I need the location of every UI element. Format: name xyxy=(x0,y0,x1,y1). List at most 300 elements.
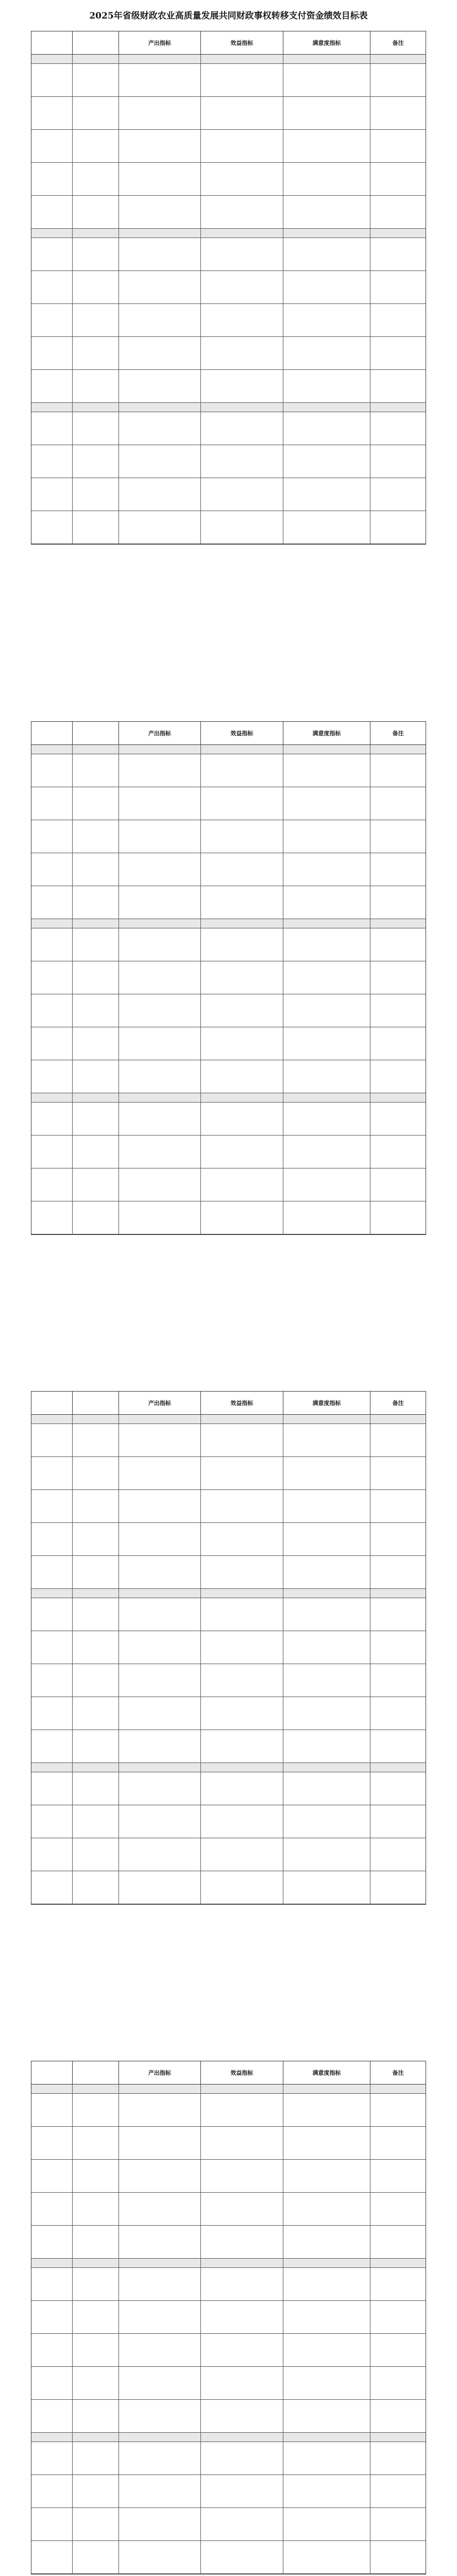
region-cell xyxy=(31,238,73,270)
benefit-cell xyxy=(201,445,283,478)
note-cell xyxy=(370,412,426,445)
region-cell xyxy=(31,1523,73,1555)
table-page-3 xyxy=(31,1391,426,1905)
output-cell xyxy=(119,2160,201,2192)
header-cell: 备注 xyxy=(392,730,404,737)
table-row xyxy=(31,2334,426,2367)
region-cell xyxy=(31,886,73,919)
region-cell xyxy=(31,97,73,129)
benefit-cell xyxy=(201,238,283,270)
benefit-cell xyxy=(201,370,283,402)
region-cell xyxy=(31,754,73,787)
region-cell xyxy=(31,2127,73,2159)
benefit-cell xyxy=(201,1060,283,1093)
satisfaction-cell xyxy=(283,1136,371,1168)
header-cell: 满意度指标 xyxy=(283,1392,371,1414)
group-row xyxy=(31,919,426,928)
table-row xyxy=(31,1664,426,1697)
output-cell xyxy=(119,1730,201,1762)
region-cell xyxy=(31,478,73,511)
output-cell xyxy=(119,2127,201,2159)
item-cell xyxy=(73,97,119,129)
benefit-cell xyxy=(201,1201,283,1234)
table-row xyxy=(31,1772,426,1805)
table-row xyxy=(31,2541,426,2574)
benefit-cell xyxy=(201,853,283,886)
note-cell xyxy=(370,271,426,303)
group-row xyxy=(31,403,426,412)
satisfaction-cell xyxy=(283,1631,371,1664)
item-cell xyxy=(73,1871,119,1904)
output-cell xyxy=(119,238,201,270)
region-cell xyxy=(31,1871,73,1904)
region-cell xyxy=(31,745,73,754)
output-cell xyxy=(119,2475,201,2507)
region-cell xyxy=(31,1589,73,1598)
item-cell xyxy=(73,2475,119,2507)
note-cell xyxy=(370,2226,426,2258)
table-row xyxy=(31,1805,426,1838)
table-row xyxy=(31,2193,426,2226)
benefit-cell xyxy=(201,1136,283,1168)
note-cell xyxy=(370,2193,426,2225)
header-cell: 产出指标 xyxy=(119,31,201,54)
region-cell xyxy=(31,1060,73,1093)
satisfaction-cell xyxy=(283,412,371,445)
item-cell xyxy=(73,820,119,853)
region-cell xyxy=(31,2301,73,2333)
output-cell xyxy=(119,304,201,336)
group-row xyxy=(31,2084,426,2094)
table-row xyxy=(31,820,426,853)
note-cell xyxy=(370,994,426,1027)
note-cell xyxy=(370,2442,426,2475)
header-cell xyxy=(73,722,119,744)
table-row xyxy=(31,1523,426,1556)
satisfaction-cell xyxy=(283,994,371,1027)
table-page-2 xyxy=(31,721,426,1235)
table-row xyxy=(31,511,426,544)
note-cell xyxy=(370,853,426,886)
item-cell xyxy=(73,412,119,445)
table-row xyxy=(31,2160,426,2193)
item-cell xyxy=(73,1730,119,1762)
benefit-cell xyxy=(201,2400,283,2432)
output-cell xyxy=(119,1201,201,1234)
item-cell xyxy=(73,64,119,96)
region-cell xyxy=(31,820,73,853)
page-title: 2025年省级财政农业高质量发展共同财政事权转移支付资金绩效目标表 xyxy=(89,11,368,21)
table-row xyxy=(31,1136,426,1168)
output-cell xyxy=(119,1490,201,1522)
satisfaction-cell xyxy=(283,2268,371,2300)
note-cell xyxy=(370,337,426,369)
group-row xyxy=(31,1589,426,1598)
header-cell xyxy=(31,1392,73,1414)
output-cell xyxy=(119,2334,201,2366)
group-row xyxy=(31,745,426,754)
item-cell xyxy=(73,1664,119,1697)
region-cell xyxy=(31,1772,73,1805)
benefit-cell xyxy=(201,754,283,787)
note-cell xyxy=(370,478,426,511)
region-cell xyxy=(31,229,73,238)
benefit-cell xyxy=(201,163,283,195)
satisfaction-cell xyxy=(283,1838,371,1871)
table-row xyxy=(31,1168,426,1201)
region-cell xyxy=(31,1424,73,1456)
note-cell xyxy=(370,304,426,336)
output-cell xyxy=(119,130,201,162)
group-row xyxy=(31,229,426,238)
benefit-cell xyxy=(201,2226,283,2258)
header-cell: 满意度指标 xyxy=(283,31,371,54)
benefit-cell xyxy=(201,1838,283,1871)
satisfaction-cell xyxy=(283,2301,371,2333)
satisfaction-cell xyxy=(283,2442,371,2475)
region-cell xyxy=(31,2226,73,2258)
satisfaction-cell xyxy=(283,2094,371,2126)
table-row xyxy=(31,2367,426,2400)
table-row xyxy=(31,754,426,787)
note-cell xyxy=(370,1697,426,1730)
region-cell xyxy=(31,2508,73,2540)
note-cell xyxy=(370,1772,426,1805)
table-row xyxy=(31,304,426,337)
note-cell xyxy=(370,2268,426,2300)
item-cell xyxy=(73,2226,119,2258)
item-cell xyxy=(73,511,119,544)
benefit-cell xyxy=(201,2367,283,2399)
satisfaction-cell xyxy=(283,1490,371,1522)
satisfaction-cell xyxy=(283,2400,371,2432)
satisfaction-cell xyxy=(283,754,371,787)
note-cell xyxy=(370,511,426,544)
output-cell xyxy=(119,1136,201,1168)
item-cell xyxy=(73,1136,119,1168)
note-cell xyxy=(370,1598,426,1631)
header-cell: 效益指标 xyxy=(201,31,283,54)
note-cell xyxy=(370,2541,426,2573)
note-cell xyxy=(370,1424,426,1456)
table-row xyxy=(31,1060,426,1093)
output-cell xyxy=(119,2301,201,2333)
header-cell xyxy=(73,1392,119,1414)
satisfaction-cell xyxy=(283,1772,371,1805)
region-cell xyxy=(31,1838,73,1871)
benefit-cell xyxy=(201,2541,283,2573)
item-cell xyxy=(73,2367,119,2399)
satisfaction-cell xyxy=(283,961,371,994)
satisfaction-cell xyxy=(283,478,371,511)
satisfaction-cell xyxy=(283,271,371,303)
benefit-cell xyxy=(201,130,283,162)
table-row xyxy=(31,271,426,304)
note-cell xyxy=(370,1168,426,1201)
benefit-cell xyxy=(201,886,283,919)
benefit-cell xyxy=(201,2442,283,2475)
output-cell xyxy=(119,1424,201,1456)
benefit-cell xyxy=(201,994,283,1027)
output-cell xyxy=(119,2541,201,2573)
benefit-cell xyxy=(201,196,283,228)
note-cell xyxy=(370,928,426,961)
note-cell xyxy=(370,886,426,919)
satisfaction-cell xyxy=(283,1871,371,1904)
output-cell xyxy=(119,2193,201,2225)
note-cell xyxy=(370,1871,426,1904)
table-row xyxy=(31,1730,426,1763)
satisfaction-cell xyxy=(283,1805,371,1838)
region-cell xyxy=(31,511,73,544)
note-cell xyxy=(370,1201,426,1234)
output-cell xyxy=(119,1457,201,1489)
table-row xyxy=(31,787,426,820)
table-row xyxy=(31,1457,426,1490)
region-cell xyxy=(31,403,73,412)
region-cell xyxy=(31,919,73,928)
table-row xyxy=(31,2442,426,2475)
item-cell xyxy=(73,961,119,994)
table-page-1 xyxy=(31,31,426,545)
region-cell xyxy=(31,1664,73,1697)
note-cell xyxy=(370,445,426,478)
note-cell xyxy=(370,1060,426,1093)
note-cell xyxy=(370,2367,426,2399)
item-cell xyxy=(73,196,119,228)
item-cell xyxy=(73,2442,119,2475)
item-cell xyxy=(73,2193,119,2225)
group-row xyxy=(31,1763,426,1772)
table-row xyxy=(31,1838,426,1871)
benefit-cell xyxy=(201,1772,283,1805)
output-cell xyxy=(119,511,201,544)
table-row xyxy=(31,1697,426,1730)
satisfaction-cell xyxy=(283,1201,371,1234)
note-cell xyxy=(370,1136,426,1168)
item-cell xyxy=(73,370,119,402)
output-cell xyxy=(119,1871,201,1904)
table-row xyxy=(31,2301,426,2334)
item-cell xyxy=(73,928,119,961)
region-cell xyxy=(31,2541,73,2573)
satisfaction-cell xyxy=(283,304,371,336)
item-cell xyxy=(73,163,119,195)
output-cell xyxy=(119,1697,201,1730)
region-cell xyxy=(31,2334,73,2366)
benefit-cell xyxy=(201,2094,283,2126)
satisfaction-cell xyxy=(283,1060,371,1093)
note-cell xyxy=(370,2094,426,2126)
table-row xyxy=(31,1871,426,1904)
table-page-4 xyxy=(31,2061,426,2574)
note-cell xyxy=(370,1631,426,1664)
item-cell xyxy=(73,1027,119,1060)
item-cell xyxy=(73,1457,119,1489)
note-cell xyxy=(370,2127,426,2159)
item-cell xyxy=(73,1523,119,1555)
region-cell xyxy=(31,412,73,445)
item-cell xyxy=(73,2160,119,2192)
header-cell: 满意度指标 xyxy=(283,722,371,744)
header-cell: 备注 xyxy=(392,1400,404,1406)
satisfaction-cell xyxy=(283,2160,371,2192)
benefit-cell xyxy=(201,1697,283,1730)
region-cell xyxy=(31,2160,73,2192)
item-cell xyxy=(73,886,119,919)
region-cell xyxy=(31,445,73,478)
table-row xyxy=(31,2094,426,2127)
region-cell xyxy=(31,304,73,336)
table-row xyxy=(31,886,426,919)
item-cell xyxy=(73,2268,119,2300)
item-cell xyxy=(73,1631,119,1664)
output-cell xyxy=(119,163,201,195)
output-cell xyxy=(119,2442,201,2475)
benefit-cell xyxy=(201,1168,283,1201)
note-cell xyxy=(370,1805,426,1838)
item-cell xyxy=(73,1772,119,1805)
note-cell xyxy=(370,1664,426,1697)
group-row xyxy=(31,2259,426,2268)
benefit-cell xyxy=(201,961,283,994)
satisfaction-cell xyxy=(283,1424,371,1456)
note-cell xyxy=(370,370,426,402)
note-cell xyxy=(370,2400,426,2432)
satisfaction-cell xyxy=(283,928,371,961)
table-row xyxy=(31,2226,426,2259)
region-cell xyxy=(31,163,73,195)
item-cell xyxy=(73,2127,119,2159)
region-cell xyxy=(31,2268,73,2300)
note-cell xyxy=(370,2334,426,2366)
region-cell xyxy=(31,2094,73,2126)
group-row xyxy=(31,1093,426,1103)
item-cell xyxy=(73,2541,119,2573)
table-row xyxy=(31,1556,426,1589)
satisfaction-cell xyxy=(283,886,371,919)
region-cell xyxy=(31,928,73,961)
region-cell xyxy=(31,1027,73,1060)
satisfaction-cell xyxy=(283,2226,371,2258)
region-cell xyxy=(31,337,73,369)
output-cell xyxy=(119,853,201,886)
satisfaction-cell xyxy=(283,2541,371,2573)
note-cell xyxy=(370,1027,426,1060)
item-cell xyxy=(73,337,119,369)
note-cell xyxy=(370,163,426,195)
benefit-cell xyxy=(201,1523,283,1555)
item-cell xyxy=(73,1556,119,1588)
output-cell xyxy=(119,928,201,961)
item-cell xyxy=(73,1838,119,1871)
region-cell xyxy=(31,1598,73,1631)
region-cell xyxy=(31,196,73,228)
table-row xyxy=(31,1027,426,1060)
benefit-cell xyxy=(201,478,283,511)
group-row xyxy=(31,1415,426,1424)
item-cell xyxy=(73,1201,119,1234)
note-cell xyxy=(370,1490,426,1522)
note-cell xyxy=(370,2160,426,2192)
output-cell xyxy=(119,1027,201,1060)
satisfaction-cell xyxy=(283,64,371,96)
output-cell xyxy=(119,787,201,820)
benefit-cell xyxy=(201,1871,283,1904)
region-cell xyxy=(31,2084,73,2093)
note-cell xyxy=(370,1103,426,1135)
region-cell xyxy=(31,55,73,63)
item-cell xyxy=(73,754,119,787)
satisfaction-cell xyxy=(283,163,371,195)
note-cell xyxy=(370,2301,426,2333)
note-cell xyxy=(370,238,426,270)
output-cell xyxy=(119,370,201,402)
header-cell: 效益指标 xyxy=(201,1392,283,1414)
satisfaction-cell xyxy=(283,2127,371,2159)
region-cell xyxy=(31,1631,73,1664)
satisfaction-cell xyxy=(283,2367,371,2399)
table-row xyxy=(31,370,426,403)
satisfaction-cell xyxy=(283,1103,371,1135)
output-cell xyxy=(119,1772,201,1805)
region-cell xyxy=(31,2433,73,2442)
item-cell xyxy=(73,1598,119,1631)
benefit-cell xyxy=(201,337,283,369)
output-cell xyxy=(119,64,201,96)
output-cell xyxy=(119,196,201,228)
table-row xyxy=(31,1598,426,1631)
table-row xyxy=(31,163,426,196)
output-cell xyxy=(119,271,201,303)
table-header xyxy=(31,31,426,55)
region-cell xyxy=(31,1730,73,1762)
table-row xyxy=(31,2508,426,2541)
benefit-cell xyxy=(201,1556,283,1588)
benefit-cell xyxy=(201,1103,283,1135)
satisfaction-cell xyxy=(283,511,371,544)
output-cell xyxy=(119,2226,201,2258)
header-cell: 效益指标 xyxy=(201,722,283,744)
note-cell xyxy=(370,2508,426,2540)
benefit-cell xyxy=(201,412,283,445)
item-cell xyxy=(73,1697,119,1730)
note-cell xyxy=(370,1730,426,1762)
header-cell xyxy=(73,31,119,54)
benefit-cell xyxy=(201,2475,283,2507)
region-cell xyxy=(31,1103,73,1135)
satisfaction-cell xyxy=(283,1664,371,1697)
region-cell xyxy=(31,64,73,96)
output-cell xyxy=(119,1598,201,1631)
item-cell xyxy=(73,1060,119,1093)
header-cell xyxy=(73,2061,119,2084)
output-cell xyxy=(119,820,201,853)
region-cell xyxy=(31,961,73,994)
benefit-cell xyxy=(201,820,283,853)
note-cell xyxy=(370,1523,426,1555)
header-cell: 产出指标 xyxy=(119,722,201,744)
output-cell xyxy=(119,1631,201,1664)
region-cell xyxy=(31,1415,73,1423)
output-cell xyxy=(119,1805,201,1838)
satisfaction-cell xyxy=(283,130,371,162)
item-cell xyxy=(73,238,119,270)
note-cell xyxy=(370,130,426,162)
satisfaction-cell xyxy=(283,1027,371,1060)
region-cell xyxy=(31,1093,73,1102)
region-cell xyxy=(31,1556,73,1588)
